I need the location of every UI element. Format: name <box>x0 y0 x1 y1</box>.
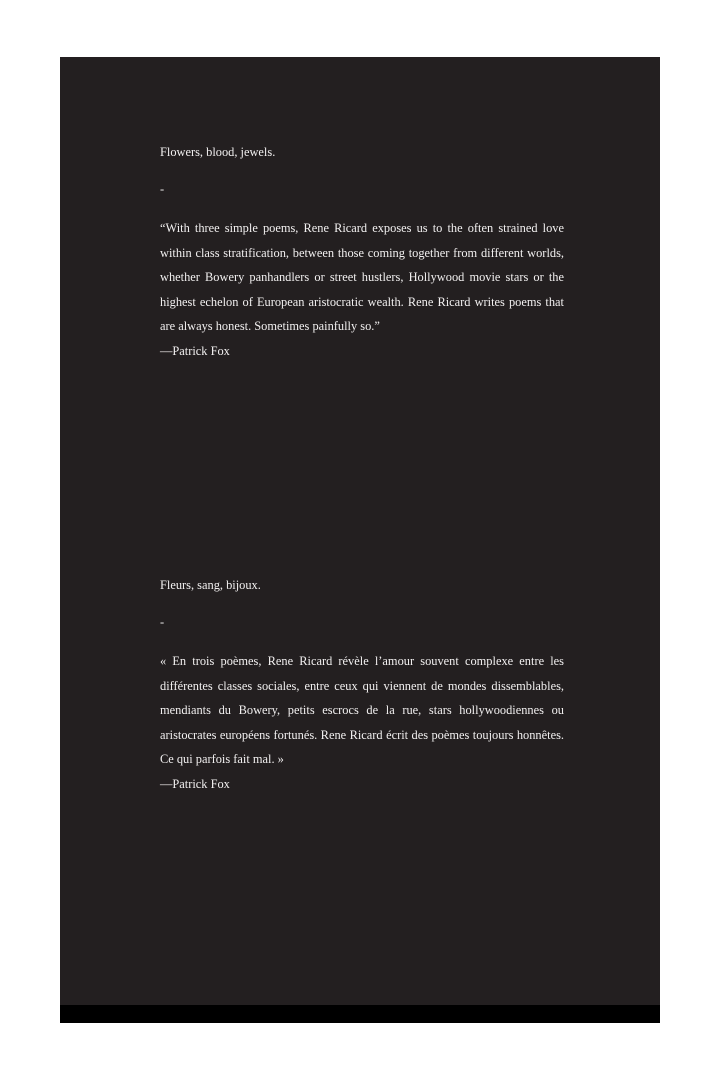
english-blurb <box>160 140 564 363</box>
french-quote: « En trois poèmes, Rene Ricard révèle l’amour souvent complexe entre les différentes classes sociales, entre ceux qui viennent de mondes dissemblables, mendiants du Bowery, petits escrocs de la rue, stars hollywoodiennes ou aristocrates européens fortunés. Rene Ricard écrit des poèmes toujours honnêtes. Ce qui parfois fait mal. » <box>160 654 564 766</box>
english-separator: - <box>160 181 165 196</box>
english-heading: Flowers, blood, jewels. <box>160 145 276 159</box>
book-back-cover <box>60 57 660 1023</box>
french-blurb <box>160 573 564 796</box>
french-attribution: —Patrick Fox <box>160 776 230 791</box>
french-heading: Fleurs, sang, bijoux. <box>160 578 261 592</box>
english-attribution: —Patrick Fox <box>160 343 230 358</box>
french-separator: - <box>160 614 165 629</box>
english-quote: “With three simple poems, Rene Ricard exposes us to the often strained love within class stratification, between those coming together from different worlds, whether Bowery panhandlers or street hustlers, Hollywood movie stars or the highest echelon of European aristocratic wealth. Rene Ricard writes poems that are always honest. Sometimes painfully so.” <box>160 221 564 333</box>
bottom-strip <box>60 1005 660 1023</box>
